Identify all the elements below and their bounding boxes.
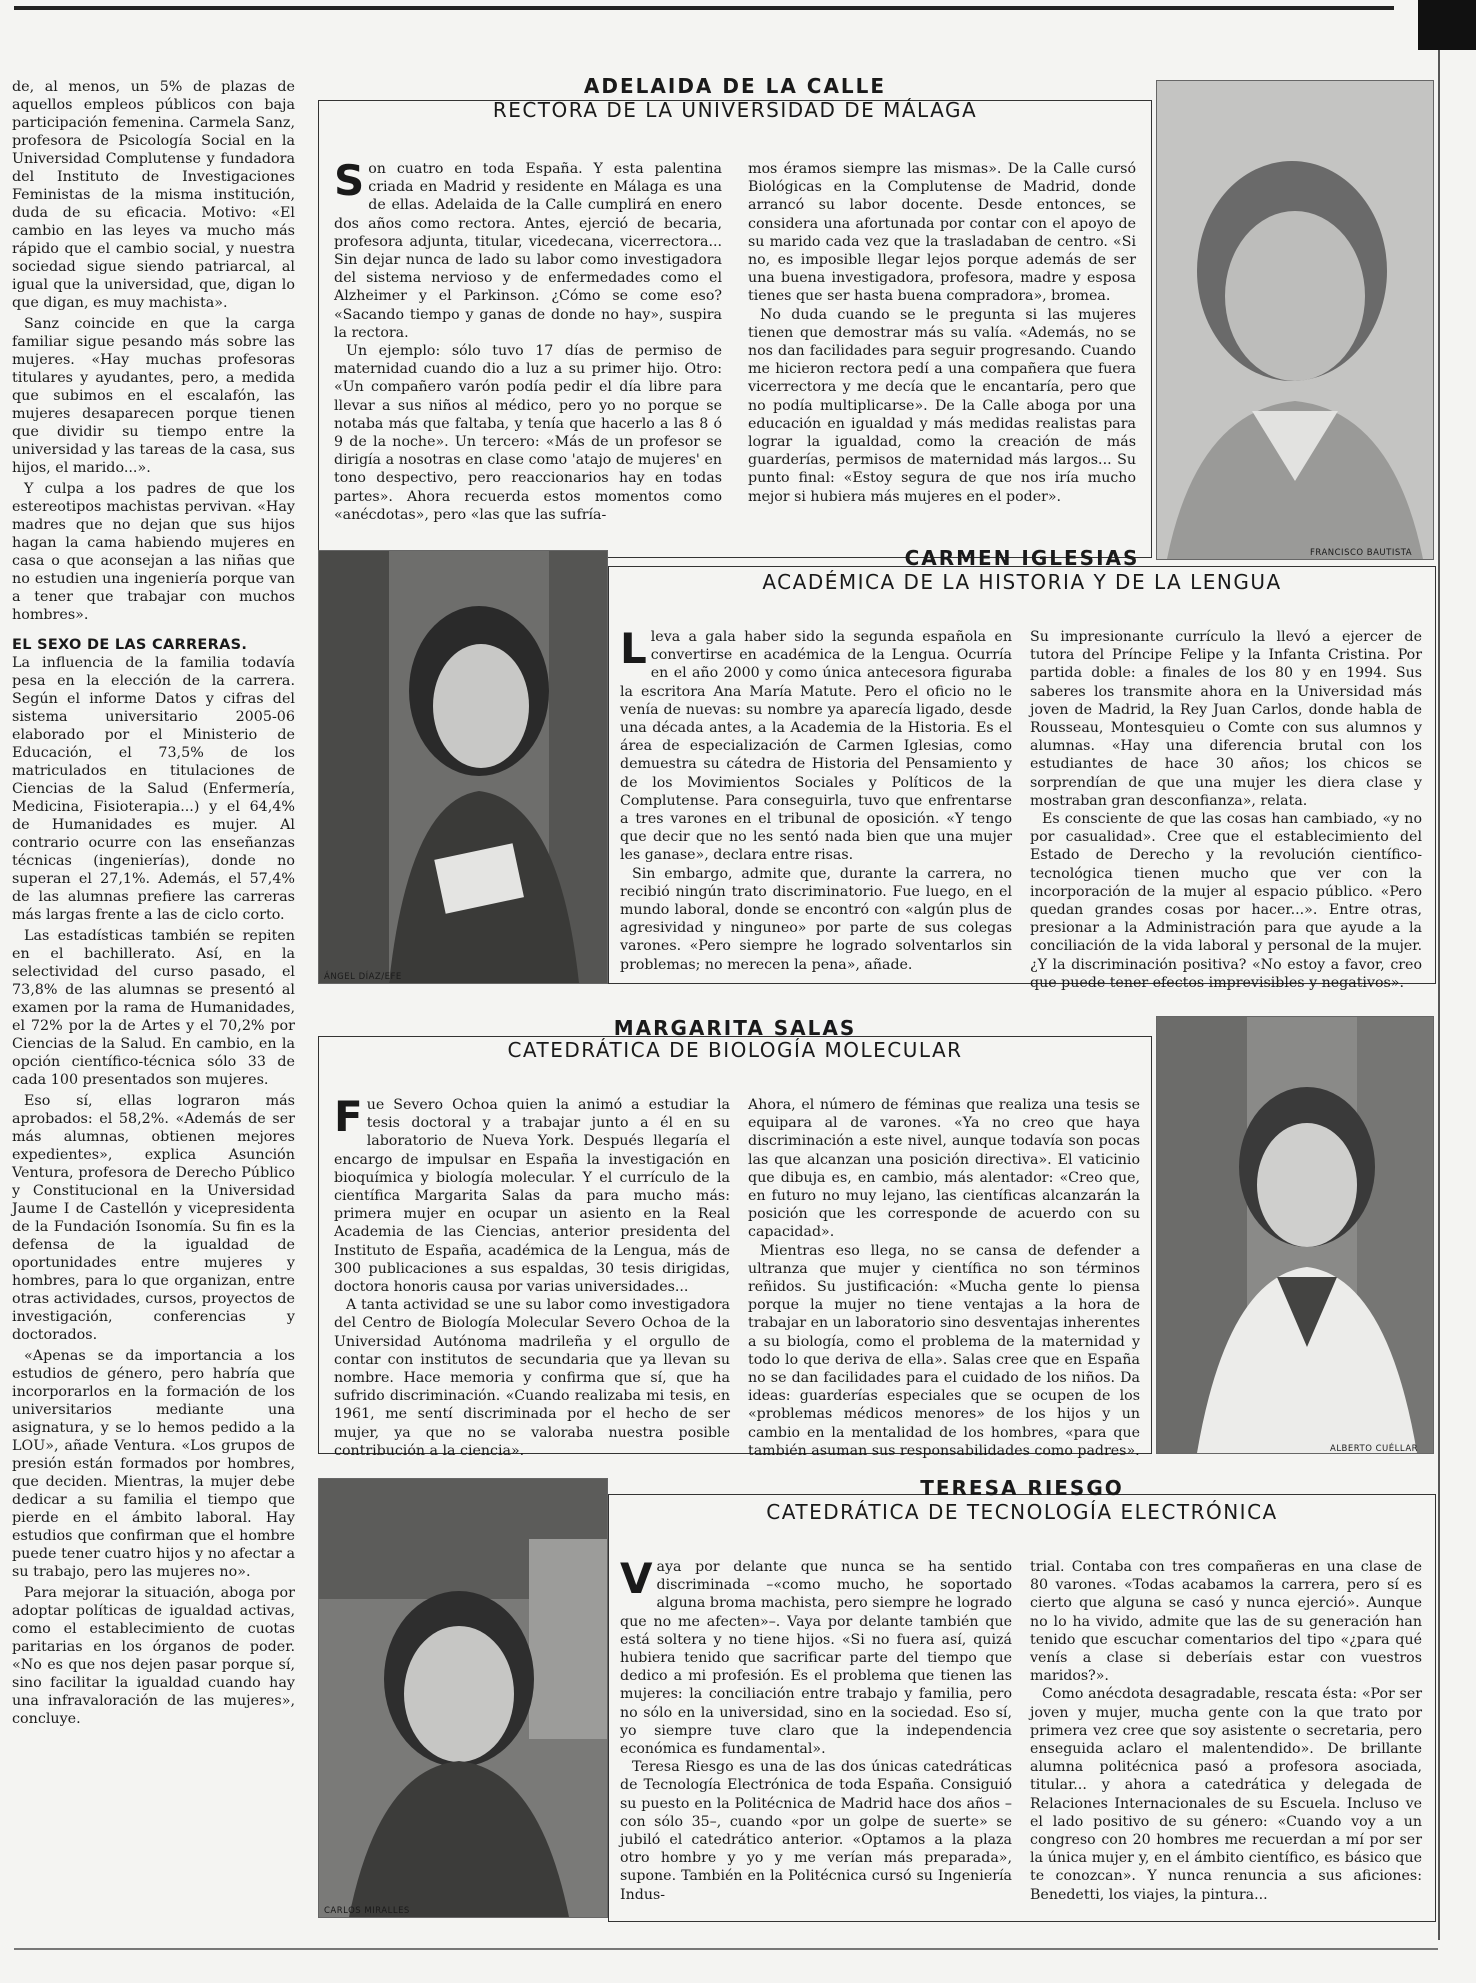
portrait-photo-margarita — [1156, 1016, 1434, 1454]
left-paragraph: de, al menos, un 5% de plazas de aquellos empleos públicos con baja participación femenina. Carmela Sanz, profesora de Psicología Social en la Universidad Complutense y fundadora del Instituto de Investigaciones Feministas de la misma institución, duda de su eficacia. Motivo: «El cambio en las leyes va mucho más rápido que el cambio social, y nuestra sociedad sigue siendo patriarcal, al igual que la universidad, que, digan lo que digan, es muy machista». — [12, 79, 295, 311]
profile-title: RECTORA DE LA UNIVERSIDAD DE MÁLAGA — [492, 98, 978, 122]
profile-name: TERESA RIESGO — [920, 1476, 1124, 1500]
profile-title: CATEDRÁTICA DE BIOLOGÍA MOLECULAR — [507, 1038, 963, 1062]
profile-text-col1: Fue Severo Ochoa quien la animó a estudiar la tesis doctoral y a trabajar junto a él en su laboratorio de Nueva York. Después llegaría el encargo de impulsar en España la investigación en bioquímica y biología molecular. Y el currículo de la científica Margarita Salas da para mucho más: primera mujer en ocupar un asiento en la Real Academia de las Ciencias, anterior presidenta del Instituto de España, académica de la Lengua, más de 300 publicaciones a sus espaldas, 30 tesis dirigidas, doctora honoris causa por varias universidades... A tanta actividad se une su labor como investigadora del Centro de Biología Molecular Severo Ochoa de la Universidad Autónoma madrileña y el orgullo de contar con institutos de secundaria que ya llevan su nombre. Hace memoria y confirma que sí, que ha sufrido discriminación. «Cuando realizaba mi tesis, en 1961, me sentí discriminada por el hecho de ser mujer, ya que no se valoraba nuestra posible contribución a la ciencia». — [334, 1092, 730, 1459]
portrait-photo-teresa — [318, 1478, 608, 1918]
left-paragraph: Eso sí, ellas lograron más aprobados: el 58,2%. «Además de ser más alumnas, obtienen mejores expedientes», explica Asunción Ventura, profesora de Derecho Público y Constitucional en la Universidad Jaume I de Castellón y vicepresidenta de la Fundación Isonomía. Su fin es la defensa de la igualdad de oportunidades entre mujeres y hombres, para lo que organizan, entre otras actividades, cursos, proyectos de investigación, conferencias y doctorados. — [12, 1093, 295, 1343]
profile-text-col1: Son cuatro en toda España. Y esta palentina criada en Madrid y residente en Málaga es una de ellas. Adelaida de la Calle cumplirá en enero dos años como rectora. Antes, ejerció de becaria, profesora adjunta, titular, vicedecana, vicerrectora... Sin dejar nunca de lado su labor como investigadora del sistema nervioso y de enfermedades como el Alzheimer y el Parkinson. ¿Cómo se come eso? «Sacando tiempo y ganas de donde no hay», suspira la rectora. Un ejemplo: sólo tuvo 17 días de permiso de maternidad cuando dio a luz a su primer hijo. Otro: «Un compañero varón podía pedir el día libre para llevar a sus niños al médico, pero yo no porque se notaba más que faltaba, y tenía que hacerlo a las 8 ó 9 de la noche». Un tercero: «Más de un profesor se dirigía a nosotras en clase como 'atajo de mujeres' en tono despectivo, pero reaccionarios hay en todas partes». Ahora recuerda estos momentos como «anécdotas», pero «las que las sufría- — [334, 156, 722, 523]
profile-title: ACADÉMICA DE LA HISTORIA Y DE LA LENGUA — [762, 570, 1282, 594]
corner-block — [1418, 0, 1476, 50]
left-paragraph: Las estadísticas también se repiten en el bachillerato. Así, en la selectividad del curso pasado, el 73,8% de las alumnas se presentó al examen por la rama de Humanidades, el 72% por la de Artes y el 70,2% por Ciencias de la Salud. En cambio, en la opción científico-técnica sólo 33 de cada 100 presentados son mujeres. — [12, 928, 295, 1088]
drop-cap: S — [334, 156, 365, 205]
left-paragraph: Y culpa a los padres de que los estereotipos machistas pervivan. «Hay madres que no dejan que sus hijos hagan la cama habiendo mujeres en casa o que aconsejan a las niñas que no estudien una ingeniería porque van a tener que trabajar con muchos hombres». — [12, 481, 295, 623]
top-rule — [14, 6, 1394, 10]
photo-credit: ALBERTO CUÉLLAR — [1330, 1444, 1419, 1454]
portrait-photo-adelaida — [1156, 80, 1434, 560]
left-paragraph: Para mejorar la situación, aboga por adoptar políticas de igualdad activas, como el establecimiento de cuotas paritarias en los órganos de poder. «No es que nos dejen pasar porque sí, sino facilitar la igualdad cuando hay una infravaloración de las mujeres», concluye. — [12, 1585, 295, 1727]
left-column — [12, 78, 295, 1731]
bottom-rule — [14, 1948, 1438, 1950]
left-paragraph: Sanz coincide en que la carga familiar sigue pesando más sobre las mujeres. «Hay muchas profesoras titulares y ayudantes, pero, a medida que subimos en el escalafón, las mujeres desaparecen porque tienen que dividir su tiempo entre la universidad y las tareas de la casa, sus hijos, el marido...». — [12, 316, 295, 476]
right-rule — [1438, 50, 1440, 1940]
left-subhead: EL SEXO DE LAS CARRERAS. — [12, 637, 248, 653]
left-paragraph: La influencia de la familia todavía pesa en la elección de la carrera. Según el informe Datos y cifras del sistema universitario 2005-06 elaborado por el Ministerio de Educación, el 73,5% de los matriculados en titulaciones de Ciencias de la Salud (Enfermería, Medicina, Fisioterapia...) y el 64,4% de Humanidades es mujer. Al contrario ocurre con las enseñanzas técnicas (ingenierías), donde no superan el 27,1%. Además, el 57,4% de las alumnas prefiere las carreras más largas frente a las de ciclo corto. — [12, 655, 295, 923]
profile-text-col2: Ahora, el número de féminas que realiza una tesis se equipara al de varones. «Ya no creo que haya discriminación a este nivel, aunque todavía son pocas las que alcanzan una posición directiva». El vaticinio que dibuja es, en cambio, más alentador: «Creo que, en futuro no muy lejano, las científicas alcanzarán la posición que les corresponde de acuerdo con su capacidad». Mientras eso llega, no se cansa de defender a ultranza que mujer y científica no son términos reñidos. Su justificación: «Mucha gente lo piensa porque la mujer no tiene ventajas a la hora de trabajar en un laboratorio sino desventajas inherentes a su biología, como el problema de la maternidad y todo lo que deriva de ella». Salas cree que en España no se dan facilidades para el cuidado de los niños. Da ideas: guarderías especiales que se ocupen de los «problemas médicos menores» de los hijos y un cambio en la mentalidad de los hombres, «para que también asuman sus responsabilidades como padres». — [748, 1097, 1140, 1459]
profile-text-col1: Vaya por delante que nunca se ha sentido discriminada –«como mucho, he soportado alguna broma machista, pero siempre he logrado que no me afecten»–. Vaya por delante también que está soltera y no tiene hijos. «Si no fuera así, quizá hubiera tenido que sacrificar parte del tiempo que dedico a mi profesión. Es el problema que tienen las mujeres: la conciliación entre trabajo y familia, pero no sólo en la universidad, sino en la sociedad. Eso sí, yo siempre tuve claro que la independencia económica es fundamental». Teresa Riesgo es una de las dos únicas catedráticas de Tecnología Electrónica de toda España. Consiguió su puesto en la Politécnica de Madrid hace dos años –con sólo 35–, cuando «por un golpe de suerte» se jubiló el catedrático anterior. «Optamos a la plaza otro hombre y yo y me verían más preparada», supone. También en la Politécnica cursó su Ingeniería Indus- — [620, 1554, 1012, 1903]
profile-name: MARGARITA SALAS — [613, 1016, 857, 1040]
drop-cap: V — [620, 1554, 653, 1603]
profile-text-col2: mos éramos siempre las mismas». De la Calle cursó Biológicas en la Complutense de Madrid, donde arrancó su labor docente. Desde entonces, se considera una afortunada por contar con el apoyo de su marido cada vez que la trasladaban de centro. «Si no, es imposible llegar lejos porque además de ser una buena investigadora, profesora, madre y esposa tienes que ser hasta buena compradora», bromea. No duda cuando se le pregunta si las mujeres tienen que demostrar más su valía. «Además, no se nos dan facilidades para seguir progresando. Cuando me hicieron rectora pedí a una compañera que fuera vicerrectora y me decía que le encantaría, pero que no podía multiplicarse». De la Calle aboga por una educación en igualdad y más medidas realistas para lograr la igualdad, como la creación de más guarderías, permisos de maternidad más largos... Su punto final: «Estoy segura de que nos iría mucho mejor si hubiera más mujeres en el poder». — [748, 161, 1136, 505]
left-paragraph: «Apenas se da importancia a los estudios de género, pero habría que incorporarlos en la formación de los universitarios mediante una asignatura, y se lo hemos pedido a la LOU», añade Ventura. «Los grupos de presión están formados por hombres, que deciden. Mientras, la mujer debe dedicar a su familia el tiempo que pierde en el ámbito laboral. Hay estudios que confirman que el hombre puede tener cuatro hijos y no afectar a su trabajo, pero las mujeres no». — [12, 1348, 295, 1580]
profile-name: CARMEN IGLESIAS — [904, 546, 1140, 570]
drop-cap: L — [620, 624, 647, 673]
profile-text-col2: Su impresionante currículo la llevó a ejercer de tutora del Príncipe Felipe y la Infanta Cristina. Por partida doble: a finales de los 80 y en 1994. Sus saberes los transmite ahora en la Universidad más joven de Madrid, la Rey Juan Carlos, donde habla de Rousseau, Montesquieu o Comte con sus alumnos y alumnas. «Hay una diferencia brutal con los estudiantes de hace 30 años; los chicos se sorprendían de que una mujer les diera clase y mostraban gran desconfianza», relata. Es consciente de que las cosas han cambiado, «y no por casualidad». Cree que el establecimiento del Estado de Derecho y la revolución científico-tecnológica tienen mucho que ver con la incorporación de la mujer al espacio público. «Pero quedan grandes cosas por hacer...». Entre otras, presionar a la Administración para que ayude a la conciliación de la vida laboral y personal de la mujer. ¿Y la discriminación positiva? «No estoy a favor, creo que puede tener efectos imprevisibles y negativos». — [1030, 629, 1422, 991]
drop-cap: F — [334, 1092, 363, 1141]
photo-credit: FRANCISCO BAUTISTA — [1310, 548, 1413, 558]
portrait-photo-carmen — [318, 550, 608, 984]
profile-name: ADELAIDA DE LA CALLE — [583, 74, 887, 98]
photo-credit: ÁNGEL DÍAZ/EFE — [324, 972, 402, 982]
photo-credit: CARLOS MIRALLES — [324, 1906, 410, 1916]
profile-text-col1: Lleva a gala haber sido la segunda española en convertirse en académica de la Lengua. Ocurría en el año 2000 y como única antecesora figuraba la escritora Ana María Matute. Pero el oficio no le venía de nuevas: su nombre ya aparecía ligado, desde una década antes, a la Academia de la Historia. Es el área de especialización de Carmen Iglesias, como demuestra su cátedra de Historia del Pensamiento y de los Movimientos Sociales y Políticos de la Complutense. Para conseguirla, tuvo que enfrentarse a tres varones en el tribunal de oposición. «Y tengo que decir que no les sentó nada bien que una mujer les ganase», declara entre risas. Sin embargo, admite que, durante la carrera, no recibió ningún trato discriminatorio. Fue luego, en el mundo laboral, donde se encontró con «algún plus de agresividad y ninguneo» por parte de sus colegas varones. «Pero siempre he logrado solventarlos sin problemas; no merecen la pena», añade. — [620, 624, 1012, 973]
profile-title: CATEDRÁTICA DE TECNOLOGÍA ELECTRÓNICA — [766, 1500, 1278, 1524]
profile-text-col2: trial. Contaba con tres compañeras en una clase de 80 varones. «Todas acabamos la carrera, pero sí es cierto que alguna se casó y nunca ejerció». Aunque no lo ha vivido, admite que las de su generación han tenido que escuchar comentarios del tipo «¿para qué venís a clase si deberíais estar con vuestros maridos?». Como anécdota desagradable, rescata ésta: «Por ser joven y mujer, mucha gente con la que trato por primera vez cree que soy asistente o secretaria, pero enseguida aclaro el malentendido». De brillante alumna politécnica pasó a profesora asociada, titular... y ahora a catedrática y delegada de Relaciones Internacionales de su Escuela. Incluso ve el lado positivo de su género: «Cuando voy a un congreso con 20 hombres me recuerdan a mí por ser la única mujer y, en el ámbito científico, es básico que te conozcan». Y nunca renuncia a sus aficiones: Benedetti, los viajes, la pintura... — [1030, 1559, 1422, 1903]
